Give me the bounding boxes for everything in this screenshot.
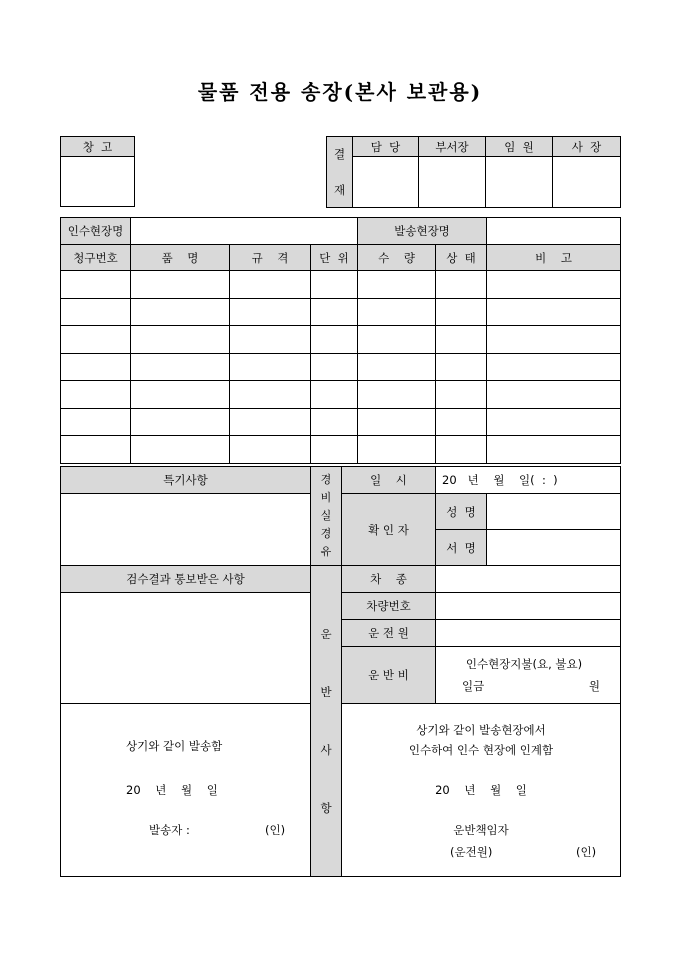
cell[interactable] xyxy=(487,436,621,464)
cell[interactable] xyxy=(436,354,487,381)
cell[interactable] xyxy=(230,271,311,299)
receiver-date: 20 년 월 일 xyxy=(435,783,527,797)
receiver-block xyxy=(342,704,621,877)
warehouse-label: 창 고 xyxy=(61,137,135,157)
col-spec: 규 격 xyxy=(230,245,311,271)
cell[interactable] xyxy=(487,381,621,409)
cell[interactable] xyxy=(487,409,621,436)
fee-line2 xyxy=(448,678,600,694)
cell[interactable] xyxy=(436,271,487,299)
via-guardroom-label xyxy=(311,467,342,566)
cell[interactable] xyxy=(436,436,487,464)
receiver-line2: 인수하여 인수 현장에 인계함 xyxy=(408,743,554,757)
col-quantity: 수 량 xyxy=(358,245,436,271)
cell[interactable] xyxy=(358,326,436,354)
cell[interactable] xyxy=(311,354,358,381)
cell[interactable] xyxy=(358,271,436,299)
col-unit: 단 위 xyxy=(311,245,358,271)
inspection-label: 검수결과 통보받은 사항 xyxy=(61,566,311,593)
col-item-name: 품 명 xyxy=(131,245,230,271)
cell[interactable] xyxy=(311,326,358,354)
cell[interactable] xyxy=(61,354,131,381)
receiver-line1: 상기와 같이 발송현장에서 xyxy=(416,723,546,737)
table-row xyxy=(61,381,621,409)
cell[interactable] xyxy=(131,271,230,299)
driver-label: 운 전 원 xyxy=(342,620,436,647)
sender-block xyxy=(61,704,311,877)
cell[interactable] xyxy=(358,354,436,381)
receiver-resp: 운반책임자 xyxy=(453,823,509,837)
sender-date: 20 년 월 일 xyxy=(126,783,218,797)
inspection-field[interactable] xyxy=(61,593,311,704)
cell[interactable] xyxy=(131,436,230,464)
approval-sign-staff[interactable] xyxy=(353,157,419,208)
cell[interactable] xyxy=(131,326,230,354)
cell[interactable] xyxy=(436,299,487,326)
sender-label: 발송자 : xyxy=(149,823,190,837)
confirmer-sign-field[interactable] xyxy=(487,530,621,566)
approval-header-staff: 담 당 xyxy=(353,137,419,157)
send-site-label: 발송현장명 xyxy=(358,218,487,245)
fee-won-label: 원 xyxy=(588,679,601,693)
warehouse-box xyxy=(60,136,135,207)
cell[interactable] xyxy=(358,409,436,436)
receive-site-label: 인수현장명 xyxy=(61,218,131,245)
vehicle-number-label: 차량번호 xyxy=(342,593,436,620)
cell[interactable] xyxy=(358,299,436,326)
document-title: 물품 전용 송장(본사 보관용) xyxy=(197,80,483,104)
cell[interactable] xyxy=(230,381,311,409)
cell[interactable] xyxy=(61,381,131,409)
special-notes-field[interactable] xyxy=(61,494,311,566)
cell[interactable] xyxy=(230,436,311,464)
cell[interactable] xyxy=(311,299,358,326)
cell[interactable] xyxy=(61,326,131,354)
fee-amount-label: 일금 xyxy=(462,679,485,693)
driver-field[interactable] xyxy=(436,620,621,647)
transport-side-label xyxy=(311,566,342,877)
cell[interactable] xyxy=(487,271,621,299)
cell[interactable] xyxy=(230,326,311,354)
cell[interactable] xyxy=(436,409,487,436)
col-status: 상 태 xyxy=(436,245,487,271)
approval-header-president: 사 장 xyxy=(553,137,621,157)
cell[interactable] xyxy=(131,354,230,381)
items-table xyxy=(60,217,621,464)
cell[interactable] xyxy=(436,381,487,409)
cell[interactable] xyxy=(311,409,358,436)
cell[interactable] xyxy=(311,271,358,299)
send-site-field[interactable] xyxy=(487,218,621,245)
approval-side-top: 결 xyxy=(333,147,346,161)
col-claim-no: 청구번호 xyxy=(61,245,131,271)
datetime-label: 일 시 xyxy=(342,467,436,494)
cell[interactable] xyxy=(358,436,436,464)
receiver-driver: (운전원) xyxy=(450,845,493,859)
cell[interactable] xyxy=(487,299,621,326)
table-row xyxy=(61,436,621,464)
datetime-field[interactable]: 20 년 월 일( : ) xyxy=(436,467,621,494)
vehicle-type-label: 차 종 xyxy=(342,566,436,593)
lower-section xyxy=(60,466,621,877)
transport-fee-label: 운 반 비 xyxy=(342,647,436,704)
items-header-row xyxy=(61,245,621,271)
confirmer-sign-label: 서 명 xyxy=(436,530,487,566)
cell[interactable] xyxy=(61,271,131,299)
cell[interactable] xyxy=(230,409,311,436)
table-row xyxy=(61,271,621,299)
cell[interactable] xyxy=(311,381,358,409)
table-row xyxy=(61,299,621,326)
vehicle-type-field[interactable] xyxy=(436,566,621,593)
cell[interactable] xyxy=(436,326,487,354)
confirmer-label: 확 인 자 xyxy=(342,494,436,566)
cell[interactable] xyxy=(230,354,311,381)
cell[interactable] xyxy=(230,299,311,326)
transport-side-text: 운반사항 xyxy=(320,627,332,815)
cell[interactable] xyxy=(487,326,621,354)
vehicle-number-field[interactable] xyxy=(436,593,621,620)
special-notes-label: 특기사항 xyxy=(61,467,311,494)
approval-sign-president[interactable] xyxy=(553,157,621,208)
approval-side-bottom: 재 xyxy=(333,183,346,197)
cell[interactable] xyxy=(487,354,621,381)
via-guardroom-text: 경비실경유 xyxy=(320,473,332,558)
confirmer-name-field[interactable] xyxy=(487,494,621,530)
table-row xyxy=(61,326,621,354)
sender-text: 상기와 같이 발송함 xyxy=(126,739,223,753)
receive-site-field[interactable] xyxy=(131,218,358,245)
cell[interactable] xyxy=(358,381,436,409)
table-row xyxy=(61,409,621,436)
approval-sign-manager[interactable] xyxy=(419,157,486,208)
cell[interactable] xyxy=(131,381,230,409)
approval-side-label xyxy=(327,137,353,208)
approval-box xyxy=(326,136,621,208)
approval-header-executive: 임 원 xyxy=(486,137,553,157)
warehouse-field[interactable] xyxy=(61,157,135,207)
confirmer-name-label: 성 명 xyxy=(436,494,487,530)
cell[interactable] xyxy=(131,299,230,326)
approval-sign-executive[interactable] xyxy=(486,157,553,208)
cell[interactable] xyxy=(311,436,358,464)
sender-seal: (인) xyxy=(265,823,286,837)
fee-line1: 인수현장지불(요, 불요) xyxy=(465,657,583,671)
approval-header-manager: 부서장 xyxy=(419,137,486,157)
col-remarks: 비 고 xyxy=(487,245,621,271)
cell[interactable] xyxy=(61,299,131,326)
cell[interactable] xyxy=(131,409,230,436)
cell[interactable] xyxy=(61,436,131,464)
cell[interactable] xyxy=(61,409,131,436)
receiver-seal: (인) xyxy=(576,845,597,859)
transport-fee-field[interactable] xyxy=(436,647,621,704)
table-row xyxy=(61,354,621,381)
